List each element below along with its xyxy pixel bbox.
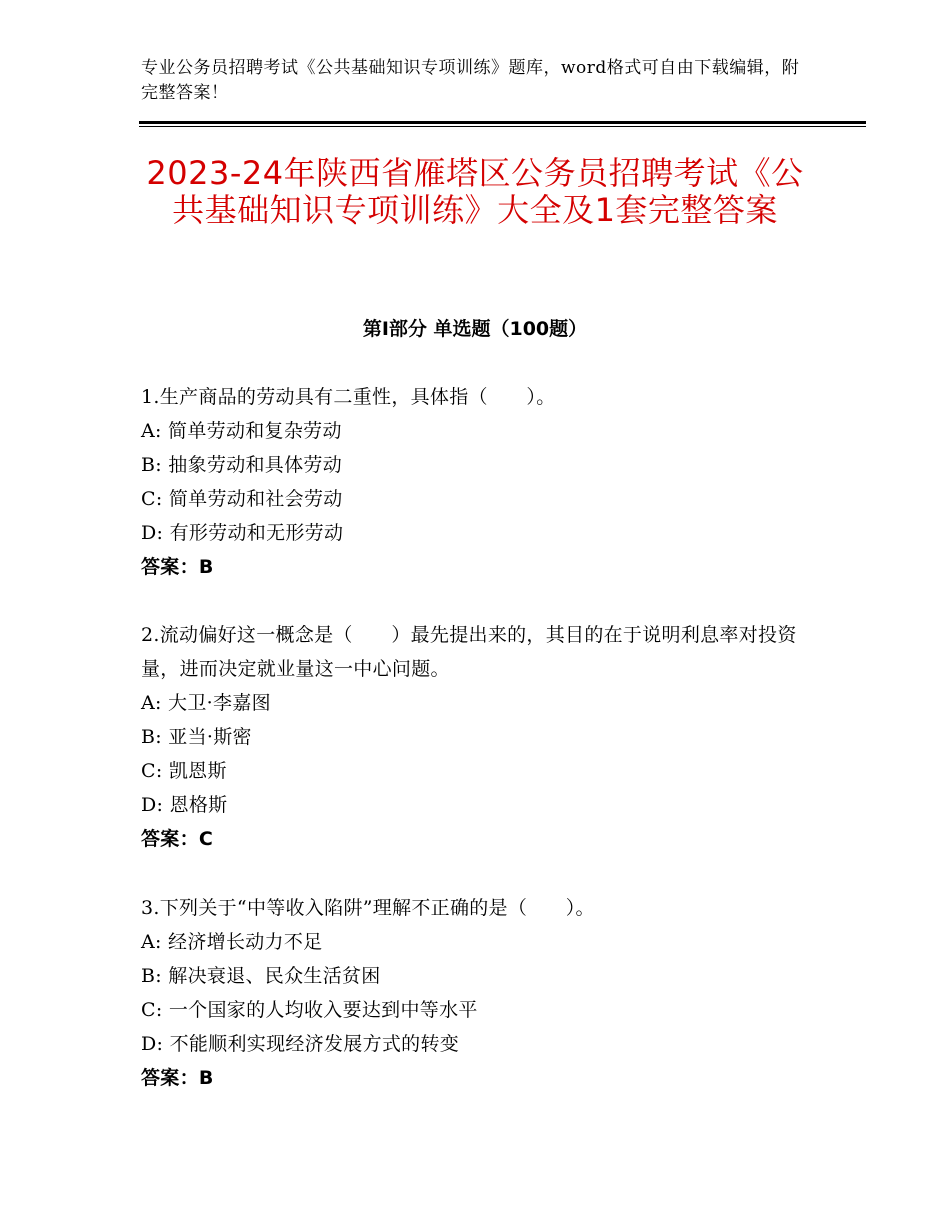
option-c: C: 凯恩斯 [141,760,227,782]
question-text: 2.流动偏好这一概念是（ ）最先提出来的，其目的在于说明利息率对投资量，进而决定就业量这一中心问题。 [141,624,797,680]
question-text: 1.生产商品的劳动具有二重性，具体指（ ）。 [141,386,556,408]
option-d: D: 不能顺利实现经济发展方式的转变 [141,1033,460,1055]
question-1 [141,380,811,584]
answer: 答案：B [141,556,214,578]
option-b: B: 解决衰退、民众生活贫困 [141,965,381,987]
header-divider-thin [139,126,866,127]
option-b: B: 亚当·斯密 [141,726,252,748]
question-3 [141,891,811,1095]
question-text: 3.下列关于“中等收入陷阱”理解不正确的是（ ）。 [141,897,595,919]
option-a: A: 简单劳动和复杂劳动 [141,420,342,442]
answer: 答案：B [141,1067,214,1089]
option-d: D: 恩格斯 [141,794,228,816]
option-b: B: 抽象劳动和具体劳动 [141,454,343,476]
option-a: A: 大卫·李嘉图 [141,692,271,714]
option-a: A: 经济增长动力不足 [141,931,323,953]
document-title: 2023-24年陕西省雁塔区公务员招聘考试《公共基础知识专项训练》大全及1套完整答案 [146,154,804,229]
question-2 [141,618,811,856]
option-c: C: 简单劳动和社会劳动 [141,488,343,510]
option-d: D: 有形劳动和无形劳动 [141,522,344,544]
header-note: 专业公务员招聘考试《公共基础知识专项训练》题库，word格式可自由下载编辑，附完整答案！ [141,58,800,103]
answer: 答案：C [141,828,214,850]
header-divider-thick [139,121,866,124]
option-c: C: 一个国家的人均收入要达到中等水平 [141,999,478,1021]
section-title: 第Ⅰ部分 单选题（100题） [362,318,588,340]
